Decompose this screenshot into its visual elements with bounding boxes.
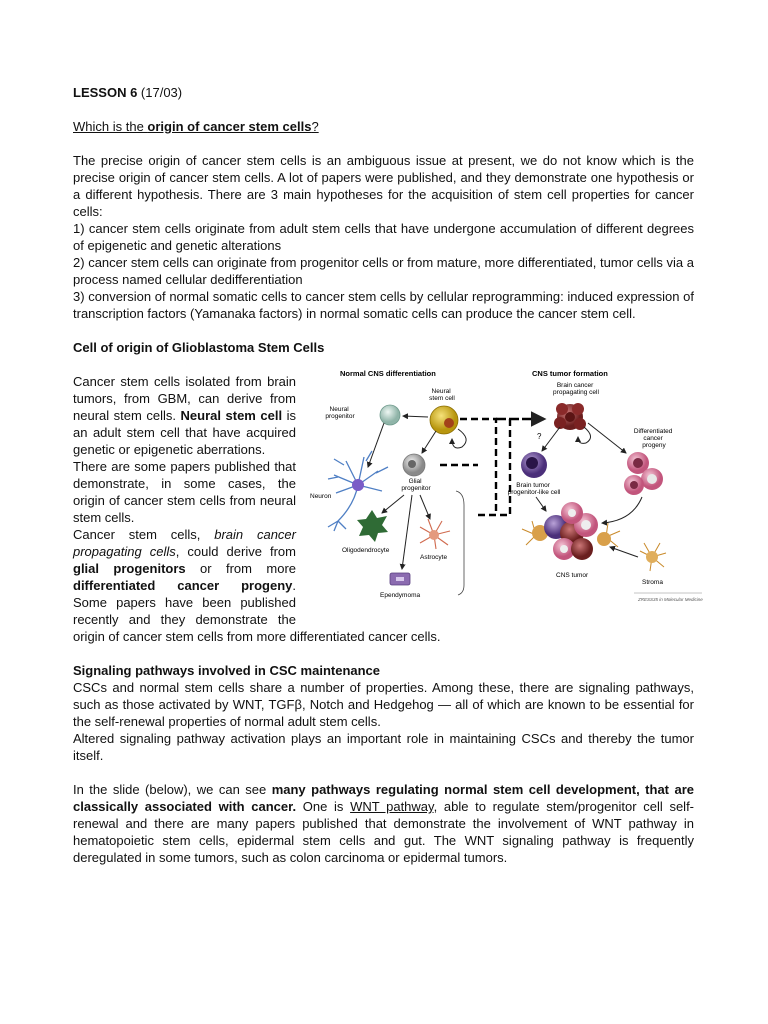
label-ependymoma: Ependymoma xyxy=(380,592,421,599)
arrow-to-differentiated xyxy=(588,423,626,453)
signaling-paragraph-1: CSCs and normal stem cells share a number of properties. Among these, there are signaling pathways, such as those activated by WNT, TGFβ, Notch and Hedgehog — all of which are known to be essential for the self-renewal properties of normal adult stem cells. xyxy=(73,680,694,729)
gbm-p3-progeny: differentiated cancer progeny xyxy=(73,578,293,593)
dashed-connector-differentiated xyxy=(500,419,510,515)
arrow-to-neuron xyxy=(368,423,384,467)
arrow-to-ependymoma xyxy=(402,495,412,569)
ependymoma-nucleus xyxy=(396,577,404,581)
slide-text-b: One is xyxy=(296,799,351,814)
gbm-p3-a: Cancer stem cells, xyxy=(73,527,215,542)
neural-stem-cell-nucleus xyxy=(444,418,454,428)
label-neural-progenitor: Neural progenitor xyxy=(325,406,355,420)
lesson-label: LESSON 6 xyxy=(73,85,138,100)
question-prefix: Which is the xyxy=(73,119,148,134)
intro-paragraph: The precise origin of cancer stem cells is an ambiguous issue at present, we do not know which is the precise origin of cancer stem cells. A lot of papers were published, and they demonstrate one hypothesis or a different hypothesis. There are 3 main hypotheses for the acquisition of stem cell properties for cancer cells: xyxy=(73,153,694,219)
brain-cancer-cell xyxy=(554,403,586,430)
document-page xyxy=(73,84,703,866)
astrocyte-soma xyxy=(429,530,439,540)
signaling-heading: Signaling pathways involved in CSC maintenance xyxy=(73,663,381,678)
brain-tumor-progenitor-cell xyxy=(521,452,547,478)
slide-text-c: , able to regulate stem/progenitor cell self-renewal and there are many papers published that demonstrate the involvement of WNT pathway in hematopoietic stem cells, epidermal stem cells and gut. The WNT signaling pathway is frequently deregulated in some tumors, such as colon carcinoma or epidermal tumors. xyxy=(73,799,695,865)
gbm-section xyxy=(73,369,703,645)
question-bold: origin of cancer stem cells xyxy=(147,119,312,134)
cns-tumor-cluster xyxy=(522,502,620,560)
right-panel-title: CNS tumor formation xyxy=(532,369,608,378)
arrow-btpc-to-tumor xyxy=(536,497,546,511)
cns-differentiation-figure xyxy=(308,367,708,613)
label-neuron: Neuron xyxy=(310,493,332,500)
gbm-p3-glial: glial progenitors xyxy=(73,561,186,576)
arrow-to-glial-progenitor xyxy=(422,431,436,453)
lesson-date: (17/03) xyxy=(140,85,183,100)
arrow-to-oligodendrocyte xyxy=(382,495,404,513)
label-brain-cancer-cell: Brain cancer propagating cell xyxy=(553,382,599,396)
label-brain-tumor-progenitor: Brain tumor progenitor-like cell xyxy=(507,482,561,496)
neural-stem-cell xyxy=(430,406,458,434)
gbm-heading: Cell of origin of Glioblastoma Stem Cells xyxy=(73,340,325,355)
self-renewal-arrow xyxy=(452,429,466,448)
stroma-soma xyxy=(646,551,658,563)
figure-credit: ZRESS35 in Molecular Medicine xyxy=(638,597,703,602)
question-heading xyxy=(73,118,694,135)
neuron-soma xyxy=(352,479,364,491)
gbm-paragraph-2: There are some papers published that demonstrate, in some cases, the origin of cancer stem cells from neural stem cells. xyxy=(73,459,296,525)
arrow-to-neural-progenitor xyxy=(403,416,428,417)
label-stroma: Stroma xyxy=(642,579,663,586)
label-differentiated-progeny: Differentiated cancer progeny xyxy=(633,428,673,449)
gbm-text-2: is an adult stem cell that have acquired genetic or epigenetic aberrations. xyxy=(73,408,297,457)
question-mark: ? xyxy=(537,432,542,441)
gbm-p3-c: or from more xyxy=(185,561,297,576)
left-panel-title: Normal CNS differentiation xyxy=(340,369,436,378)
signaling-paragraph-2: Altered signaling pathway activation plays an important role in maintaining CSCs and thereby the tumor itself. xyxy=(73,731,694,763)
glial-brace xyxy=(456,491,464,595)
arrow-progeny-to-tumor xyxy=(602,497,642,523)
hypothesis-3: 3) conversion of normal somatic cells to cancer stem cells by cellular reprogramming: induced expression of transcription factors (Yamanaka factors) in normal somatic cells can produce the cancer stem cell. xyxy=(73,289,694,321)
gbm-p3-b: , could derive from xyxy=(175,544,296,559)
differentiated-progeny-cells xyxy=(624,452,663,495)
hypothesis-2: 2) cancer stem cells can originate from progenitor cells or from mature, more differentiated, tumor cells via a process named cellular dedifferentiation xyxy=(73,255,694,287)
arrow-stroma-to-tumor xyxy=(610,547,638,557)
label-cns-tumor: CNS tumor xyxy=(556,572,589,579)
oligodendrocyte-cell xyxy=(357,510,388,542)
gbm-text-1: Cancer stem cells isolated from brain tumors, from GBM, can derive from neural stem cells. xyxy=(73,374,296,423)
gbm-p3-d: . Some papers have been published recently and they demonstrate the origin of cancer stem cells from more differentiated cancer cells. xyxy=(73,578,441,644)
slide-bold: many pathways regulating normal stem cell development, that are classically associated with cancer. xyxy=(73,782,694,814)
label-glial-progenitor: Glial progenitor xyxy=(401,478,431,492)
slide-paragraph xyxy=(73,781,694,866)
dashed-connector-stem xyxy=(460,419,496,515)
label-neural-stem-cell: Neural stem cell xyxy=(429,388,455,402)
slide-text-a: In the slide (below), we can see xyxy=(73,782,272,797)
gbm-p3-italic: brain cancer propagating cells xyxy=(73,527,296,559)
wnt-pathway-link[interactable]: WNT pathway xyxy=(350,799,434,814)
label-astrocyte: Astrocyte xyxy=(420,554,448,561)
gbm-neural-stem-cell: Neural stem cell xyxy=(180,408,283,423)
arrow-to-btpc xyxy=(542,427,560,451)
question-suffix: ? xyxy=(311,119,319,134)
label-oligodendrocyte: Oligodendrocyte xyxy=(342,547,390,554)
lesson-header xyxy=(73,84,694,101)
arrow-to-astrocyte xyxy=(420,495,430,519)
hypothesis-1: 1) cancer stem cells originate from adult stem cells that have undergone accumulation of different degrees of epigenetic and genetic alterations xyxy=(73,221,694,253)
glial-progenitor-nucleus xyxy=(408,460,416,468)
neural-progenitor-cell xyxy=(380,405,400,425)
